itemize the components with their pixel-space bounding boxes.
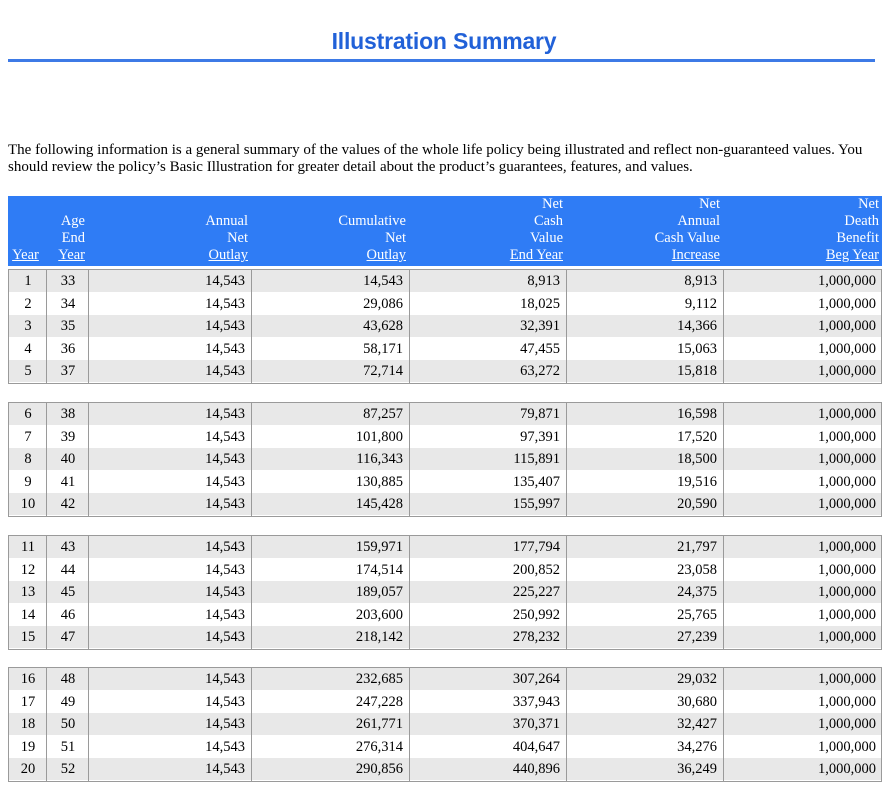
cell-annual-outlay: 14,543 [205, 496, 245, 513]
table-row [9, 713, 881, 736]
cell-year: 16 [20, 671, 36, 687]
cell-death-benefit: 1,000,000 [818, 539, 876, 555]
cell-age: 52 [60, 761, 76, 778]
cell-cash-value: 79,871 [520, 406, 560, 422]
cell-death-benefit: 1,000,000 [818, 273, 876, 289]
table-row [9, 338, 881, 361]
cell-cumulative-outlay: 29,086 [363, 295, 403, 312]
header-underline-label: Outlay [366, 247, 406, 263]
header-line: Benefit [836, 230, 879, 246]
cell-cash-value-increase: 9,112 [684, 295, 717, 312]
cell-cash-value: 370,371 [512, 716, 560, 733]
cell-cash-value: 18,025 [520, 295, 560, 312]
cell-cash-value-increase: 29,032 [677, 671, 717, 687]
header-underline-label: End Year [509, 247, 563, 263]
cell-annual-outlay: 14,543 [205, 318, 245, 335]
cell-age: 50 [60, 716, 76, 733]
cell-year: 14 [20, 606, 36, 623]
header-line: Annual [677, 213, 720, 229]
column-header-cash-value [409, 196, 563, 264]
cell-year: 12 [20, 561, 36, 578]
cell-death-benefit: 1,000,000 [818, 693, 876, 710]
cell-annual-outlay: 14,543 [205, 363, 245, 380]
cell-death-benefit: 1,000,000 [818, 716, 876, 733]
table-row [9, 668, 881, 691]
cell-age: 48 [60, 671, 76, 687]
table-row [9, 604, 881, 627]
cell-cumulative-outlay: 232,685 [355, 671, 403, 687]
header-underline-label: Year [12, 247, 39, 263]
column-divider [723, 270, 724, 383]
cell-death-benefit: 1,000,000 [818, 761, 876, 778]
cell-year: 11 [21, 539, 35, 555]
cell-cumulative-outlay: 276,314 [355, 738, 403, 755]
column-divider [723, 403, 724, 516]
header-line: Net [385, 230, 406, 246]
table-row [9, 270, 881, 293]
header-line: Death [844, 213, 879, 229]
column-header-annual-outlay [88, 213, 248, 264]
cell-annual-outlay: 14,543 [205, 584, 245, 601]
column-header-cash-value-increase [566, 196, 720, 264]
header-line: Net [227, 230, 248, 246]
cell-cash-value-increase: 15,063 [677, 340, 717, 357]
table-row [9, 581, 881, 604]
cell-annual-outlay: 14,543 [205, 340, 245, 357]
table-row [9, 360, 881, 383]
header-line: Cumulative [338, 213, 406, 229]
cell-cumulative-outlay: 58,171 [363, 340, 403, 357]
column-divider [566, 270, 567, 383]
intro-text: The following information is a general summary of the values of the whole life policy being illustrated and reflect non-guaranteed values. You should review the policy’s Basic Illustration for greater detail about the product’s guarantees, features, and values. [8, 142, 863, 175]
column-divider [409, 403, 410, 516]
cell-death-benefit: 1,000,000 [818, 738, 876, 755]
cell-cash-value: 200,852 [512, 561, 560, 578]
cell-cash-value: 225,227 [512, 584, 560, 601]
cell-cash-value: 440,896 [512, 761, 560, 778]
cell-cumulative-outlay: 87,257 [363, 406, 403, 422]
cell-age: 38 [60, 406, 76, 422]
cell-cash-value-increase: 20,590 [677, 496, 717, 513]
cell-cash-value: 115,891 [513, 451, 560, 468]
column-divider [46, 536, 47, 649]
cell-cash-value-increase: 24,375 [677, 584, 717, 601]
cell-age: 43 [60, 539, 76, 555]
cell-cash-value-increase: 27,239 [677, 629, 717, 646]
cell-age: 47 [60, 629, 76, 646]
cell-cash-value-increase: 16,598 [677, 406, 717, 422]
cell-cash-value-increase: 34,276 [677, 738, 717, 755]
table-row [9, 315, 881, 338]
cell-death-benefit: 1,000,000 [818, 363, 876, 380]
cell-cash-value-increase: 15,818 [677, 363, 717, 380]
cell-cash-value-increase: 25,765 [677, 606, 717, 623]
cell-cumulative-outlay: 145,428 [355, 496, 403, 513]
header-line: Cash [534, 213, 563, 229]
cell-age: 39 [60, 428, 76, 445]
cell-cumulative-outlay: 174,514 [355, 561, 403, 578]
cell-age: 44 [60, 561, 76, 578]
column-divider [409, 270, 410, 383]
cell-cash-value: 63,272 [520, 363, 560, 380]
cell-death-benefit: 1,000,000 [818, 295, 876, 312]
cell-death-benefit: 1,000,000 [818, 584, 876, 601]
column-divider [88, 536, 89, 649]
cell-annual-outlay: 14,543 [205, 629, 245, 646]
table-row [9, 293, 881, 316]
header-line: Cash Value [654, 230, 720, 246]
table-row [9, 493, 881, 516]
cell-cash-value: 32,391 [520, 318, 560, 335]
cell-age: 35 [60, 318, 76, 335]
header-underline-label: Beg Year [825, 247, 879, 263]
cell-year: 3 [24, 318, 32, 335]
table-row [9, 536, 881, 559]
cell-year: 18 [20, 716, 36, 733]
cell-age: 45 [60, 584, 76, 601]
row-group [8, 535, 882, 650]
cell-cash-value-increase: 14,366 [677, 318, 717, 335]
cell-cumulative-outlay: 290,856 [355, 761, 403, 778]
cell-annual-outlay: 14,543 [205, 406, 245, 422]
header-line: Age [60, 213, 85, 229]
cell-age: 36 [60, 340, 76, 357]
cell-age: 37 [60, 363, 76, 380]
column-divider [723, 536, 724, 649]
cell-year: 13 [20, 584, 36, 601]
header-underline-label: Outlay [208, 247, 248, 263]
cell-death-benefit: 1,000,000 [818, 451, 876, 468]
cell-cash-value: 278,232 [512, 629, 560, 646]
cell-death-benefit: 1,000,000 [818, 406, 876, 422]
cell-cash-value-increase: 21,797 [677, 539, 717, 555]
row-group [8, 269, 882, 384]
cell-annual-outlay: 14,543 [205, 716, 245, 733]
row-group [8, 667, 882, 782]
header-line: Net [699, 196, 720, 212]
cell-age: 33 [60, 273, 76, 289]
cell-cash-value: 135,407 [512, 473, 560, 490]
column-divider [88, 668, 89, 781]
cell-cash-value: 337,943 [512, 693, 560, 710]
column-divider [409, 668, 410, 781]
cell-annual-outlay: 14,543 [205, 671, 245, 687]
cell-age: 40 [60, 451, 76, 468]
cell-annual-outlay: 14,543 [205, 451, 245, 468]
cell-year: 19 [20, 738, 36, 755]
cell-age: 34 [60, 295, 76, 312]
row-group [8, 402, 882, 517]
cell-cash-value-increase: 18,500 [677, 451, 717, 468]
cell-year: 20 [20, 761, 36, 778]
cell-cash-value: 47,455 [520, 340, 560, 357]
column-divider [46, 668, 47, 781]
header-line: Value [529, 230, 563, 246]
cell-cash-value: 8,913 [527, 273, 560, 289]
column-divider [251, 536, 252, 649]
table-row [9, 471, 881, 494]
cell-cash-value-increase: 8,913 [684, 273, 717, 289]
cell-cash-value-increase: 36,249 [677, 761, 717, 778]
cell-cumulative-outlay: 116,343 [356, 451, 403, 468]
cell-cumulative-outlay: 101,800 [355, 428, 403, 445]
column-divider [88, 270, 89, 383]
header-underline-label: Increase [671, 247, 720, 263]
cell-year: 2 [24, 295, 32, 312]
cell-age: 42 [60, 496, 76, 513]
cell-year: 9 [24, 473, 32, 490]
cell-annual-outlay: 14,543 [205, 606, 245, 623]
cell-cash-value-increase: 32,427 [677, 716, 717, 733]
column-divider [46, 270, 47, 383]
cell-cash-value: 155,997 [512, 496, 560, 513]
column-divider [251, 668, 252, 781]
cell-annual-outlay: 14,543 [205, 693, 245, 710]
cell-age: 51 [60, 738, 76, 755]
cell-cumulative-outlay: 203,600 [355, 606, 403, 623]
header-underline-label: Year [58, 247, 85, 263]
page-title: Illustration Summary [331, 28, 557, 54]
cell-annual-outlay: 14,543 [205, 473, 245, 490]
header-line: Annual [205, 213, 248, 229]
cell-cumulative-outlay: 43,628 [363, 318, 403, 335]
table-row [9, 426, 881, 449]
cell-annual-outlay: 14,543 [205, 539, 245, 555]
table-row [9, 626, 881, 649]
cell-cumulative-outlay: 159,971 [355, 539, 403, 555]
table-row [9, 403, 881, 426]
cell-cash-value: 404,647 [512, 738, 560, 755]
cell-death-benefit: 1,000,000 [818, 318, 876, 335]
cell-annual-outlay: 14,543 [205, 428, 245, 445]
cell-cumulative-outlay: 14,543 [363, 273, 403, 289]
cell-cash-value-increase: 17,520 [677, 428, 717, 445]
column-divider [566, 403, 567, 516]
table-header [8, 196, 882, 266]
header-line: Net [542, 196, 563, 212]
column-divider [566, 536, 567, 649]
column-divider [251, 403, 252, 516]
column-header-year [8, 247, 43, 264]
cell-year: 17 [20, 693, 36, 710]
column-divider [409, 536, 410, 649]
cell-death-benefit: 1,000,000 [818, 340, 876, 357]
column-header-age [46, 213, 85, 264]
cell-annual-outlay: 14,543 [205, 273, 245, 289]
column-divider [88, 403, 89, 516]
cell-cash-value-increase: 19,516 [677, 473, 717, 490]
cell-cash-value: 307,264 [512, 671, 560, 687]
cell-annual-outlay: 14,543 [205, 561, 245, 578]
cell-annual-outlay: 14,543 [205, 738, 245, 755]
cell-year: 6 [24, 406, 32, 422]
cell-year: 8 [24, 451, 32, 468]
table-row [9, 448, 881, 471]
cell-year: 1 [24, 273, 32, 289]
column-divider [566, 668, 567, 781]
cell-cash-value: 250,992 [512, 606, 560, 623]
column-divider [723, 668, 724, 781]
cell-annual-outlay: 14,543 [205, 761, 245, 778]
table-row [9, 758, 881, 781]
column-header-death-benefit [723, 196, 879, 264]
cell-year: 5 [24, 363, 32, 380]
cell-cumulative-outlay: 189,057 [355, 584, 403, 601]
column-divider [46, 403, 47, 516]
cell-year: 15 [20, 629, 36, 646]
title-rule [8, 59, 875, 62]
cell-cumulative-outlay: 130,885 [355, 473, 403, 490]
cell-cash-value: 177,794 [512, 539, 560, 555]
cell-cumulative-outlay: 72,714 [363, 363, 403, 380]
cell-death-benefit: 1,000,000 [818, 606, 876, 623]
table-row [9, 736, 881, 759]
cell-annual-outlay: 14,543 [205, 295, 245, 312]
cell-death-benefit: 1,000,000 [818, 629, 876, 646]
cell-death-benefit: 1,000,000 [818, 428, 876, 445]
table-row [9, 691, 881, 714]
column-divider [251, 270, 252, 383]
cell-cash-value: 97,391 [520, 428, 560, 445]
cell-age: 46 [60, 606, 76, 623]
cell-cumulative-outlay: 218,142 [355, 629, 403, 646]
cell-death-benefit: 1,000,000 [818, 561, 876, 578]
cell-death-benefit: 1,000,000 [818, 671, 876, 687]
cell-age: 41 [60, 473, 76, 490]
header-line: Net [858, 196, 879, 212]
cell-year: 4 [24, 340, 32, 357]
cell-cumulative-outlay: 261,771 [355, 716, 403, 733]
header-line: End [61, 230, 85, 246]
cell-death-benefit: 1,000,000 [818, 496, 876, 513]
cell-age: 49 [60, 693, 76, 710]
cell-death-benefit: 1,000,000 [818, 473, 876, 490]
table-row [9, 559, 881, 582]
cell-cash-value-increase: 30,680 [677, 693, 717, 710]
cell-cumulative-outlay: 247,228 [355, 693, 403, 710]
column-header-cumulative-outlay [251, 213, 406, 264]
cell-year: 7 [24, 428, 32, 445]
cell-year: 10 [20, 496, 36, 513]
cell-cash-value-increase: 23,058 [677, 561, 717, 578]
